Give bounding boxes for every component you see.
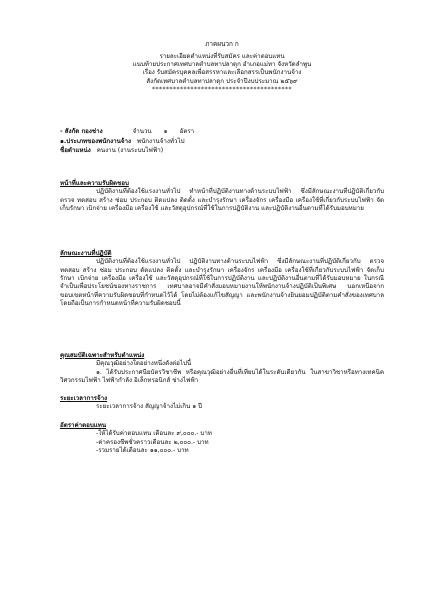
count-value: ๑ [163, 128, 168, 135]
nature-heading: ลักษณะงานที่ปฏิบัติ [60, 250, 112, 257]
document-header [60, 40, 384, 94]
header-line-4: สังกัดเทศบาลตำบลทาปลาดุก ประจำปีงบประมาณ ๒๕๖๙ [146, 77, 298, 85]
pay-section [60, 422, 384, 455]
pay-line-3: -รวมรายได้เดือนละ ๑๑,๐๐๐.- บาท [96, 447, 189, 455]
header-divider-stars: **************************************** [152, 86, 292, 94]
nature-section [60, 250, 384, 309]
count-unit: อัตรา [179, 128, 195, 135]
position-name-label: ชื่อตำแหน่ง [60, 146, 91, 154]
qualifications-intro: มีคุณวุฒิอย่างใดอย่างหนึ่งดังต่อไปนี้ [96, 360, 192, 368]
employee-type-label: ๑.ประเภทของพนักงานจ้าง [60, 138, 131, 146]
header-line-1: รายละเอียดตำแหน่งที่รับสมัคร และค่าตอบแทน [159, 52, 285, 60]
count-label: จำนวน [132, 128, 152, 135]
header-line-2: แนบท้ายประกาศเทศบาลตำบลทาปลาดุก อำเภอแม่ทา จังหวัดลำพูน [132, 61, 312, 68]
position-block [60, 128, 384, 155]
header-line-3: เรื่อง รับสมัครบุคคลเพื่อสรรหาและเลือกสรรเป็นพนักงานจ้าง [142, 69, 302, 77]
period-heading: ระยะเวลาการจ้าง [60, 395, 108, 402]
period-text: ระยะเวลาการจ้าง สัญญาจ้างไม่เกิน ๑ ปี [96, 403, 203, 411]
position-name-value: คนงาน (งานระบบไฟฟ้า) [96, 146, 164, 154]
pay-line-1: -ให้ได้รับค่าตอบแทน เดือนละ ๙,๐๐๐.- บาท [96, 430, 212, 438]
annex-label: ภาคผนวก ก [205, 40, 239, 48]
division-label: - สังกัด กองช่าง [60, 128, 103, 135]
employee-type-value: พนักงานจ้างทั่วไป [137, 138, 185, 146]
nature-text: ปฏิบัติงานที่ต้องใช้แรงงานทั่วไป ปฏิบัติงานทางด้านระบบไฟฟ้า ซึ่งมีลักษณะงานที่ปฏิบัติเกี่ยวกับ ตรวจ ทดสอบ สร้าง ซ่อม ประกอบ ดัดแปลง ติดตั้ง และบำรุงรักษา เครื่องจักร เครื่องมือ เครื่องใช้ที่เกี่ยวกับระบบไฟฟ้า จัดเก็บรักษา เบิกจ่าย เครื่องมือ เครื่องใช้ และวัสดุอุปกรณ์ที่ใช้ในการปฏิบัติงาน และปฏิบัติงานอื่นตามที่ได้รับมอบหมาย ในกรณีจำเป็นเพื่อประโยชน์ของทางราชการ เทศบาลอาจมีคำสั่งมอบหมายงานให้พนักงานจ้างปฏิบัติเป็นพิเศษ นอกเหนือจากขอบเขตหน้าที่ความรับผิดชอบที่กำหนดไว้ได้ โดยไม่ต้องแก้ไขสัญญา และพนักงานจ้างยินยอมปฏิบัติตามคำสั่งของเทศบาล โดยถือเป็นการกำหนดหน้าที่ความรับผิดชอบนี้ [60, 258, 384, 308]
duties-text: ปฏิบัติงานที่ต้องใช้แรงงานทั่วไป ทำหน้าที่ปฏิบัติงานทางด้านระบบไฟฟ้า ซึ่งมีลักษณะงานที่ปฏิบัติเกี่ยวกับ ตรวจ ทดสอบ สร้าง ซ่อม ประกอบ ติดแปลง ติดตั้ง และบำรุงรักษา เครื่องจักร เครื่องมือ เครื่องใช้ที่เกี่ยวกับระบบไฟฟ้า จัดเก็บรักษา เบิกจ่าย เครื่องมือ เครื่องใช้ และวัสดุอุปกรณ์ที่ใช้ในการปฏิบัติงาน และปฏิบัติงานอื่นตามที่ได้รับมอบหมาย [60, 188, 384, 213]
qualifications-heading: คุณสมบัติเฉพาะสำหรับตำแหน่ง [60, 352, 145, 359]
qualifications-section [60, 352, 384, 385]
duties-heading: หน้าที่และความรับผิดชอบ [60, 180, 129, 187]
pay-line-2: -ค่าครองชีพชั่วคราวเดือนละ ๒,๐๐๐.- บาท [96, 438, 209, 446]
qualifications-item-1: ๑. ได้รับประกาศนียบัตรวิชาชีพ หรือคุณวุฒิอย่างอื่นที่เทียบได้ในระดับเดียวกัน ในสาขาวิชาหรือทางเทคนิควิศวกรรมไฟฟ้า ไฟฟ้ากำลัง อิเล็กทรอนิกส์ ช่างไฟฟ้า [60, 368, 384, 385]
period-section [60, 395, 384, 412]
duties-section [60, 180, 384, 213]
pay-heading: อัตราค่าตอบแทน [60, 422, 107, 429]
